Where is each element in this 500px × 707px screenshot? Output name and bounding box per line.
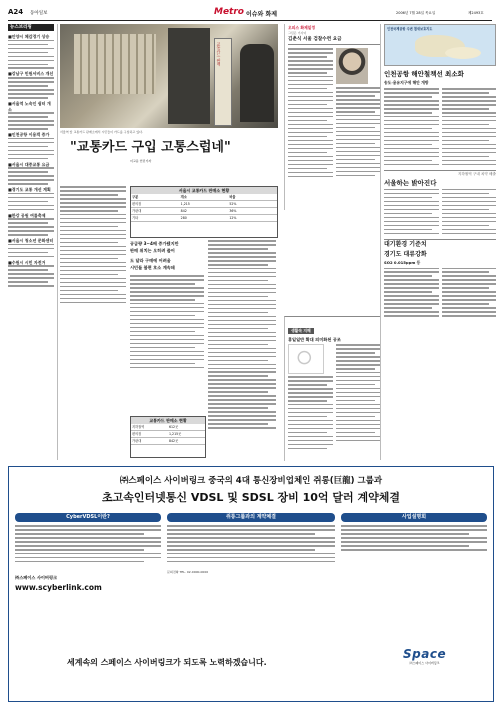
table-cell: 612곳 (169, 425, 179, 429)
table-cell: 52% (229, 202, 237, 206)
table-cell: 개소 (180, 195, 187, 199)
ad-col-heading: CyberVDSL이란? (15, 513, 161, 522)
table-cell: 36% (229, 209, 237, 213)
table-row (131, 424, 205, 431)
sidebar-item: ■수원시 시민 자전거 (8, 259, 46, 265)
subhead: 송도·용유지구에 해안 개방 (384, 80, 429, 85)
sidebar-heading: 뉴스브리핑 (8, 24, 54, 31)
ad-title-line1: ㈜스페이스 사이버링크 중국의 4대 통신장비업체인 쥐롱(巨龍) 그룹과 (119, 476, 383, 486)
table-cell: 1,215곳 (169, 432, 182, 436)
sidebar-item: ■한강 공원 여름축제 (8, 212, 46, 218)
map-graphic (384, 24, 496, 66)
table-cell: 280 (180, 216, 187, 220)
table-row (131, 194, 277, 201)
ad-company-name: ㈜스페이스 사이버링크 (15, 575, 58, 581)
sidebar-item: ■경기도 교통 개선 계획 (8, 187, 51, 193)
table-cell: 기타 (132, 216, 139, 220)
headline: 대기환경 기준치 (384, 240, 427, 248)
ad-col-heading: 쥐롱그룹과의 계약체결 (167, 513, 335, 522)
advertisement (8, 466, 494, 702)
sidebar-item: ■서울시 대중교통 요금 (8, 161, 50, 167)
subhead: 도 달라 구매에 어려움 (130, 258, 171, 263)
article-body-col3 (208, 240, 276, 431)
subhead: 판매 위치는 오히려 줄어 (130, 248, 175, 253)
subhead: SO2 0.015ppm 등 (384, 259, 421, 265)
table-cell: 구분 (132, 195, 139, 199)
table-row (131, 201, 277, 208)
ad-logo (403, 647, 446, 666)
ad-logo-subtitle: ㈜스페이스 사이버링크 (409, 661, 440, 665)
subheads (130, 240, 204, 371)
table-cell: 가판대 (132, 439, 142, 443)
headline: 서울하는 밝아진다 (384, 178, 437, 187)
table-title: 서울시 교통카드 판매소 현황 (131, 187, 277, 194)
right-article-mid (284, 316, 380, 461)
table-row (131, 215, 277, 222)
subhead: 그림은 기사이 (288, 31, 307, 35)
photo-caption: 서울역 앞 교통카드 판매소에서 시민들이 카드를 구입하고 있다. (60, 130, 143, 134)
table-cell: 지하철역 (132, 425, 145, 429)
table-cell: 1,215 (180, 202, 190, 206)
article-body-col1 (60, 186, 126, 306)
headline: 김춘식 서울 검찰수련 요금 (288, 36, 380, 45)
right-article-top (284, 24, 380, 210)
table-cell: 12% (229, 216, 237, 220)
table-row (131, 431, 205, 438)
section-tag: 생활속 지혜 (288, 328, 314, 334)
section-logo: Metro (214, 7, 244, 17)
news-photo (60, 24, 278, 128)
issue-number: 제2493호 (468, 11, 484, 15)
sidebar-item: ■인천공항 이용객 증가 (8, 132, 50, 138)
photo-sign: 교통카드 판매 (217, 42, 222, 67)
table-cell: 비율 (229, 195, 236, 199)
stats-table (130, 186, 278, 238)
ad-logo-wordmark: Space (403, 647, 447, 661)
subhead: 공급량 3~4배 증가됐지만 (130, 241, 179, 246)
info-box (130, 416, 206, 458)
table-cell: 842 (180, 209, 187, 213)
ad-slogan: 세계속의 스페이스 사이버링크가 되도록 노력하겠습니다. (67, 658, 267, 667)
masthead (8, 6, 492, 21)
news-briefing-sidebar (8, 24, 54, 460)
box-title: 교통카드 판매소 현황 (131, 417, 205, 424)
table-row (131, 208, 277, 215)
far-right-column (380, 24, 496, 460)
sidebar-item: ■서울역 노숙인 쉼터 개소 (8, 100, 51, 112)
table-cell: 가판대 (132, 209, 142, 213)
headline: 경기도 대류강화 (384, 250, 427, 258)
table-row (131, 438, 205, 445)
headline: 인천공항 해안철책선 최소화 (384, 70, 464, 78)
section-tag: 오피스 화제일정 (288, 25, 315, 30)
main-article (57, 24, 282, 460)
byline: 이고운 인턴기자 (130, 159, 152, 163)
headline: "교통카드 구입 고통스럽네" (70, 140, 231, 155)
table-cell: 편의점 (132, 432, 142, 436)
table-cell: 842곳 (169, 439, 179, 443)
illustration (288, 344, 324, 374)
ad-title-line2: 초고속인터넷통신 VDSL 및 SDSL 장비 10억 달러 계약체결 (102, 491, 400, 504)
map-label: 인천국제공항 주변 철새보호지도 (387, 27, 433, 31)
ad-contact: 문의전화 TEL. 02-0000-0000 (167, 570, 209, 575)
subhead: 시민들 불편 호소 계속돼 (130, 265, 175, 270)
ad-col-heading: 사업설명회 (341, 513, 487, 522)
sidebar-item: ■강남구 민원서비스 개선 (8, 71, 54, 77)
issue-date: 2006년 7월 28일 목요일 (396, 11, 436, 15)
section-title: 이슈와 화제 (246, 11, 278, 18)
headline: 휴일일반 확대 의미화된 공조 (288, 337, 341, 342)
table-cell: 편의점 (132, 202, 142, 206)
section-tag: 지하철역 구내 치약 배출 (384, 170, 496, 178)
page-number: A24 (8, 8, 24, 16)
paper-name: 동아일보 (30, 11, 48, 16)
sidebar-item: ■서울시 청소년 문화센터 (8, 238, 54, 244)
portrait-photo (336, 48, 368, 84)
sidebar-item: ■안양시 체감경기 상승 (8, 34, 50, 39)
ad-url-link[interactable]: www.scyberlink.com (15, 583, 102, 593)
